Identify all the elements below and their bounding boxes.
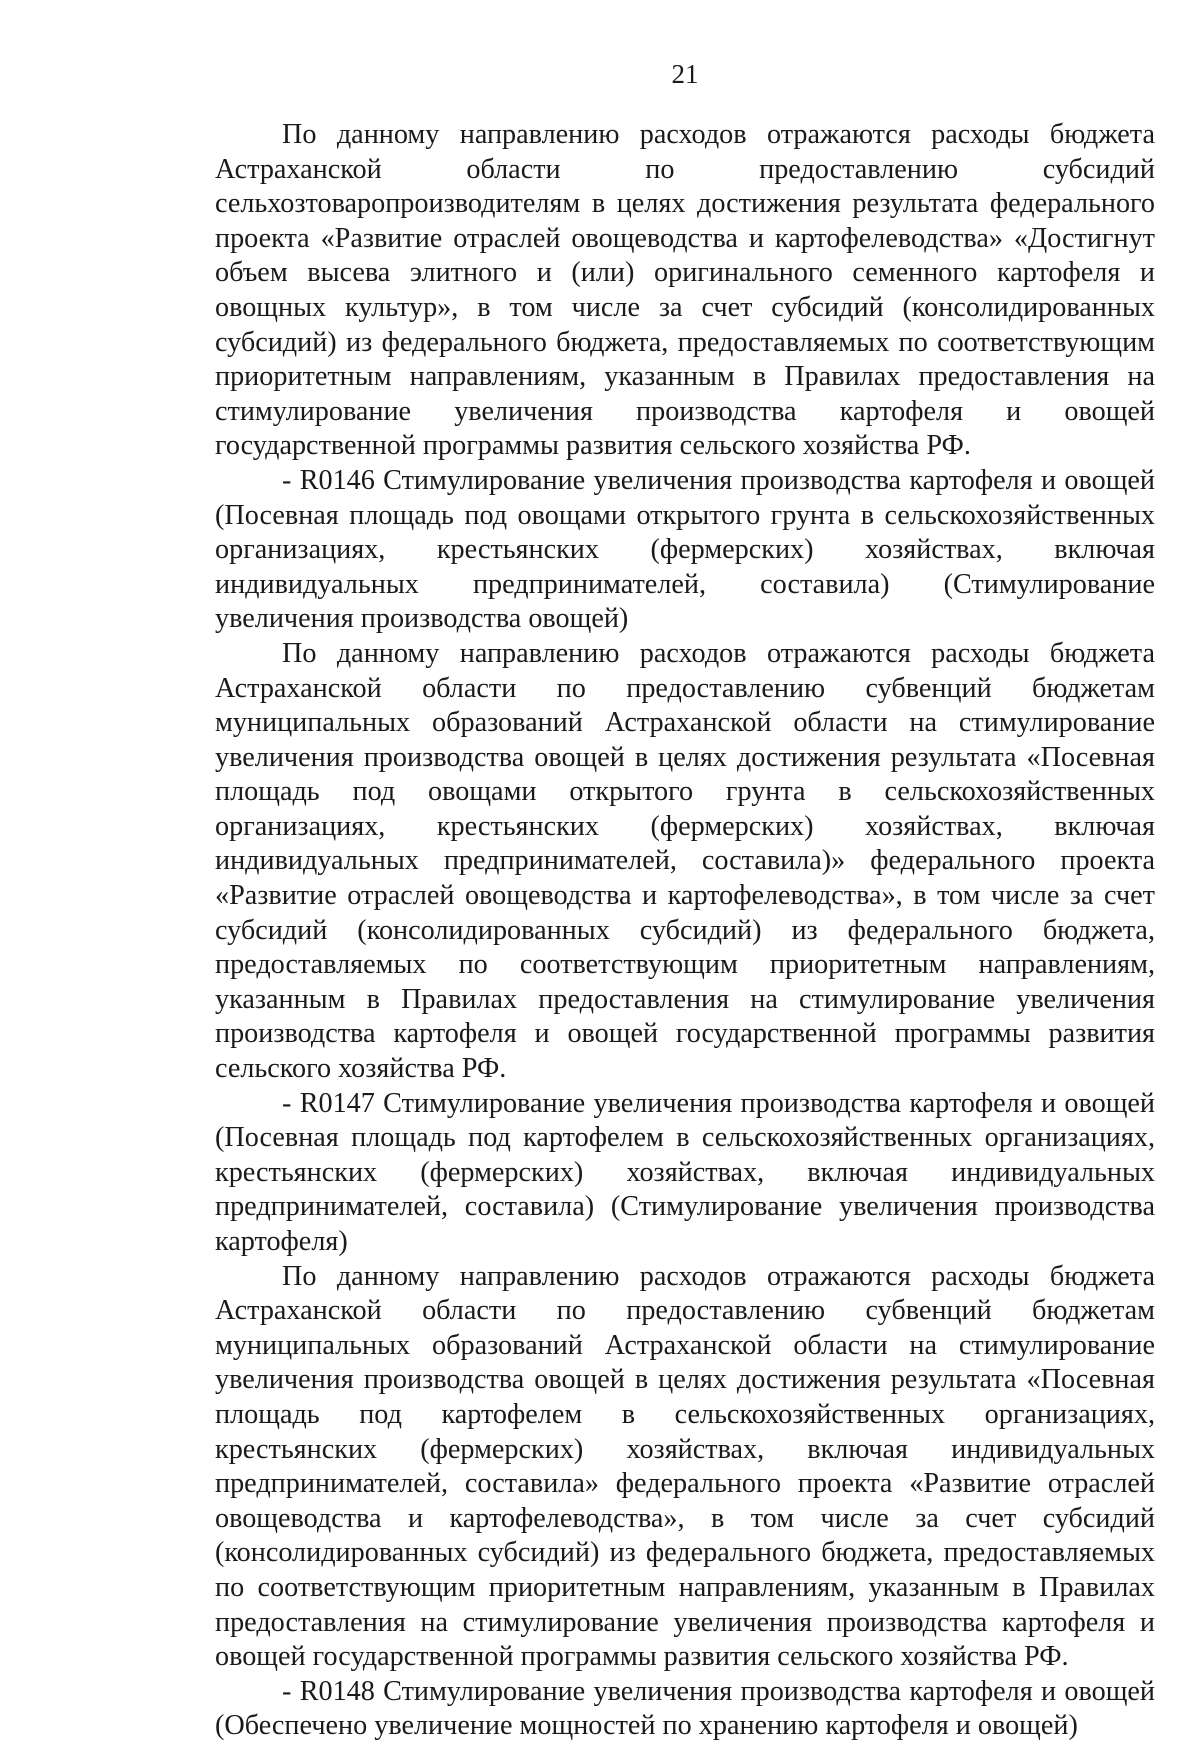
page-number: 21 — [671, 59, 699, 89]
paragraph-body-3: По данному направлению расходов отражаются расходы бюджета Астраханской области по предоставлению субвенций бюджетам муниципальных образований Астраханской области на стимулирование увеличения производства овощей в целях достижения результата «Посевная площадь под картофелем в сельскохозяйственных организациях, крестьянских (фермерских) хозяйствах, включая индивидуальных предпринимателей, составила» федерального проекта «Развитие отраслей овощеводства и картофелеводства», в том числе за счет субсидий (консолидированных субсидий) из федерального бюджета, предоставляемых по соответствующим приоритетным направлениям, указанным в Правилах предоставления на стимулирование увеличения производства картофеля и овощей государственной программы развития сельского хозяйства РФ. — [215, 1260, 1155, 1673]
paragraph-body-2: По данному направлению расходов отражаются расходы бюджета Астраханской области по предоставлению субвенций бюджетам муниципальных образований Астраханской области на стимулирование увеличения производства овощей в целях достижения результата «Посевная площадь под овощами открытого грунта в сельскохозяйственных организациях, крестьянских (фермерских) хозяйствах, включая индивидуальных предпринимателей, составила)» федерального проекта «Развитие отраслей овощеводства и картофелеводства», в том числе за счет субсидий (консолидированных субсидий) из федерального бюджета, предоставляемых по соответствующим приоритетным направлениям, указанным в Правилах предоставления на стимулирование увеличения производства картофеля и овощей государственной программы развития сельского хозяйства РФ. — [215, 637, 1155, 1085]
paragraph-code-r0147: - R0147 Стимулирование увеличения производства картофеля и овощей (Посевная площадь под картофелем в сельскохозяйственных организациях, крестьянских (фермерских) хозяйствах, включая индивидуальных предпринимателей, составила) (Стимулирование увеличения производства картофеля) — [215, 1087, 1155, 1257]
paragraph-code-r0148: - R0148 Стимулирование увеличения производства картофеля и овощей (Обеспечено увеличение мощностей по хранению картофеля и овощей) — [215, 1675, 1155, 1742]
paragraph-body-1: По данному направлению расходов отражаются расходы бюджета Астраханской области по предоставлению субсидий сельхозтоваропроизводителям в целях достижения результата федерального проекта «Развитие отраслей овощеводства и картофелеводства» «Достигнут объем высева элитного и (или) оригинального семенного картофеля и овощных культур», в том числе за счет субсидий (консолидированных субсидий) из федерального бюджета, предоставляемых по соответствующим приоритетным направлениям, указанным в Правилах предоставления на стимулирование увеличения производства картофеля и овощей государственной программы развития сельского хозяйства РФ. — [215, 119, 1155, 462]
document-body — [215, 118, 1155, 1744]
paragraph-code-r0146: - R0146 Стимулирование увеличения производства картофеля и овощей (Посевная площадь под овощами открытого грунта в сельскохозяйственных организациях, крестьянских (фермерских) хозяйствах, включая индивидуальных предпринимателей, составила) (Стимулирование увеличения производства овощей) — [215, 464, 1155, 635]
